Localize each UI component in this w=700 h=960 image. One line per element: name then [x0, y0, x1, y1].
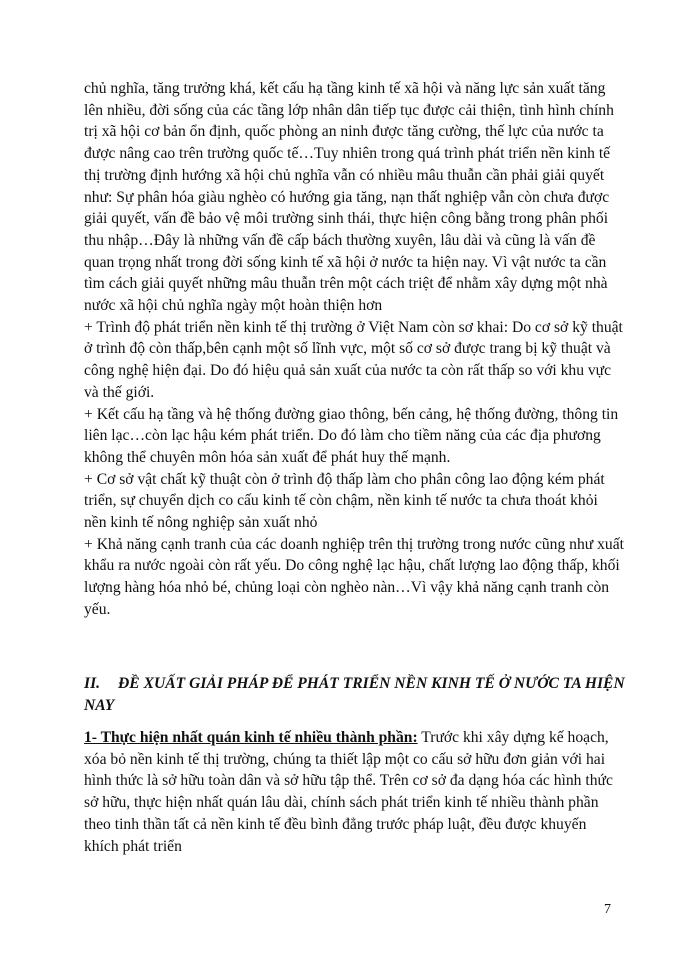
subsection-1 — [84, 727, 624, 857]
paragraph-intro: chủ nghĩa, tăng trưởng khá, kết cấu hạ tầng kinh tế xã hội và năng lực sản xuất tăng lên nhiều, đời sống của các tầng lớp nhân dân tiếp tục được cải thiện, tình hình chính trị xã hội cơ bản ổn định, quốc phòng an ninh được tăng cường, thế lực của nước ta được nâng cao trên trường quốc tế…Tuy nhiên trong quá trình phát triển nền kinh tế thị trường định hướng xã hội chủ nghĩa vẫn có nhiều mâu thuẫn cần phải giải quyết như: Sự phân hóa giàu nghèo có hướng gia tăng, nạn thất nghiệp vẫn còn chưa được giải quyết, vấn đề bảo vệ môi trường sinh thái, thực hiện công bằng trong phân phối thu nhập…Đây là những vấn đề cấp bách thường xuyên, lâu dài và cũng là vấn đề quan trọng nhất trong đời sống kinh tế xã hội ở nước ta hiện nay. Vì vật nước ta cần tìm cách giải quyết những mâu thuẫn trên một cách triệt để nhằm xây dựng một nhà nước xã hội chủ nghĩa ngày một hoàn thiện hơn — [84, 80, 614, 315]
subsection-1-title: 1- Thực hiện nhất quán kinh tế nhiều thành phần: — [84, 729, 418, 746]
paragraph-market-level: + Trình độ phát triển nền kinh tế thị trường ở Việt Nam còn sơ khai: Do cơ sở kỹ thuật ở trình độ còn thấp,bên cạnh một số lĩnh vực, một số cơ sở được trang bị kỹ thuật và công nghệ hiện đại. Do đó hiệu quả sản xuất của nước ta còn rất thấp so với khu vực và thế giới. — [84, 318, 623, 401]
paragraph-technical-base: + Cơ sở vật chất kỹ thuật còn ở trình độ thấp làm cho phân công lao động kém phát triển, sự chuyển dịch co cấu kinh tế còn chậm, nền kinh tế nước ta chưa thoát khỏi nền kinh tế nông nghiệp sản xuất nhỏ — [84, 470, 605, 532]
body-text — [84, 78, 624, 621]
subsection-1-text: Trước khi xây dựng kế hoạch, xóa bỏ nền kinh tế thị trường, chúng ta thiết lập một co cấu sở hữu đơn giản với hai hình thức là sở hữu toàn dân và sở hữu tập thể. Trên cơ sở đa dạng hóa các hình thức sở hữu, thực hiện nhất quán lâu dài, chính sách phát triển kinh tế nhiều thành phần theo tinh thần tất cả nền kinh tế đều bình đẳng trước pháp luật, đều được khuyến khích phát triển — [84, 729, 613, 855]
page-number: 7 — [604, 902, 611, 917]
paragraph-competitiveness: + Khả năng cạnh tranh của các doanh nghiệp trên thị trường trong nước cũng như xuất khẩu ra nước ngoài còn rất yếu. Do công nghệ lạc hậu, chất lượng lao động thấp, khối lượng hàng hóa nhỏ bé, chủng loại còn nghèo nàn…Vì vậy khả năng cạnh tranh còn yếu. — [84, 535, 624, 618]
paragraph-infrastructure: + Kết cấu hạ tầng và hệ thống đường giao thông, bến cảng, hệ thống đường, thông tin liên lạc…còn lạc hậu kém phát triển. Do đó làm cho tiềm năng của các địa phương không thể chuyên môn hóa sản xuất để phát huy thế mạnh. — [84, 405, 619, 466]
section-heading — [84, 673, 634, 716]
heading-text: ĐỀ XUẤT GIẢI PHÁP ĐỂ PHÁT TRIỂN NỀN KINH TẾ Ở NƯỚC TA HIỆN NAY — [84, 675, 625, 714]
heading-numeral: II. — [84, 675, 101, 692]
